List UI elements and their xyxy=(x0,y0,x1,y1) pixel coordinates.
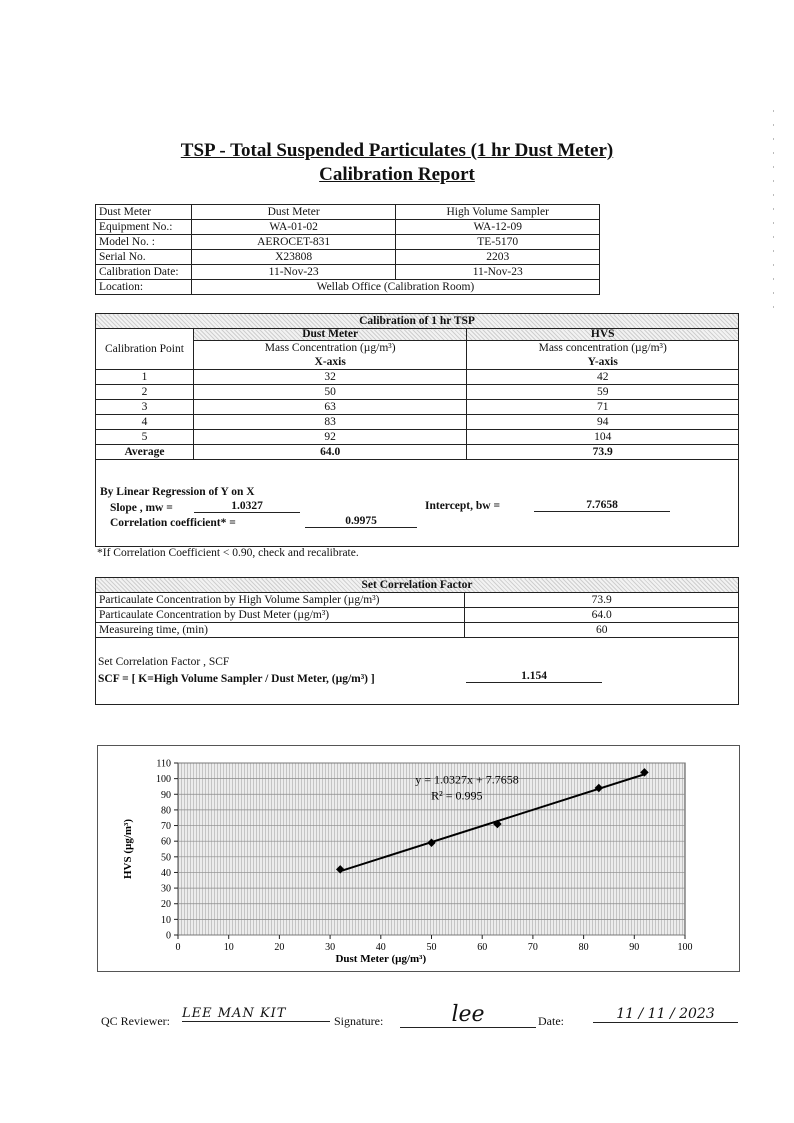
x-axis-label: Dust Meter (µg/m³) xyxy=(335,953,427,965)
dust-meter-reading: 63 xyxy=(193,400,467,415)
scan-margin-marks xyxy=(773,110,774,310)
y-axis-label: HVS (µg/m³) xyxy=(122,818,134,880)
trendline-equation: y = 1.0327x + 7.7658 xyxy=(415,772,519,787)
footnote: *If Correlation Coefficient < 0.90, check and recalibrate. xyxy=(97,547,359,559)
scf-row-value: 64.0 xyxy=(465,608,739,623)
calibration-row xyxy=(96,385,739,400)
correlation-value: 0.9975 xyxy=(305,515,417,528)
dust-meter-reading: 83 xyxy=(193,415,467,430)
dust-meter-value: WA-01-02 xyxy=(191,220,396,235)
calibration-point: 2 xyxy=(96,385,194,400)
y-tick-label: 40 xyxy=(161,867,171,879)
slope-value: 1.0327 xyxy=(194,500,300,513)
scf-formula: SCF = [ K=High Volume Sampler / Dust Meter, (µg/m³) ] xyxy=(98,673,375,685)
equipment-row-label: Model No. : xyxy=(96,235,192,250)
r-squared-label: R² = 0.995 xyxy=(431,788,483,803)
regression-title: By Linear Regression of Y on X xyxy=(100,486,255,498)
hvs-reading: 59 xyxy=(467,385,739,400)
hvs-header: HVS xyxy=(467,329,739,341)
equipment-row xyxy=(96,250,600,265)
x-tick-label: 90 xyxy=(629,942,640,953)
y-tick-label: 90 xyxy=(161,789,171,801)
x-tick-label: 100 xyxy=(677,942,693,953)
scf-value: 1.154 xyxy=(466,670,602,683)
hvs-reading: 42 xyxy=(467,370,739,385)
qc-reviewer-label: QC Reviewer: xyxy=(101,1014,170,1028)
average-x: 64.0 xyxy=(193,445,467,460)
x-tick-label: 30 xyxy=(325,942,336,953)
equipment-row-label: Calibration Date: xyxy=(96,265,192,280)
scf-table xyxy=(95,577,739,638)
dust-meter-value: 11-Nov-23 xyxy=(191,265,396,280)
dust-meter-reading: 32 xyxy=(193,370,467,385)
x-tick-label: 50 xyxy=(426,942,437,953)
x-tick-label: 10 xyxy=(223,942,234,953)
dust-meter-reading: 50 xyxy=(193,385,467,400)
calibration-point-header: Calibration Point xyxy=(96,329,194,370)
dust-meter-reading: 92 xyxy=(193,430,467,445)
y-tick-label: 50 xyxy=(161,852,171,864)
hvs-value: High Volume Sampler xyxy=(396,205,600,220)
equipment-row xyxy=(96,265,600,280)
y-tick-label: 30 xyxy=(161,883,171,895)
dust-meter-value: AEROCET-831 xyxy=(191,235,396,250)
calibration-point: 1 xyxy=(96,370,194,385)
equipment-row-label: Serial No. xyxy=(96,250,192,265)
qc-reviewer-name: LEE MAN KIT xyxy=(182,1006,330,1022)
dust-meter-header: Dust Meter xyxy=(193,329,467,341)
hvs-value: 11-Nov-23 xyxy=(396,265,600,280)
hvs-reading: 104 xyxy=(467,430,739,445)
hvs-value: WA-12-09 xyxy=(396,220,600,235)
scf-row xyxy=(96,593,739,608)
y-tick-label: 60 xyxy=(161,836,171,848)
x-tick-label: 20 xyxy=(274,942,285,953)
slope-label: Slope , mw = xyxy=(110,502,173,514)
dust-mass-concentration-label: Mass Concentration (µg/m³) xyxy=(193,341,467,356)
calibration-chart xyxy=(97,745,738,970)
location-label: Location: xyxy=(96,280,192,295)
scf-header: Set Correlation Factor xyxy=(96,578,739,593)
equipment-row-label: Dust Meter xyxy=(96,205,192,220)
scf-label: Set Correlation Factor , SCF xyxy=(98,656,230,668)
scf-row-value: 73.9 xyxy=(465,593,739,608)
hvs-value: 2203 xyxy=(396,250,600,265)
scf-row-value: 60 xyxy=(465,623,739,638)
x-tick-label: 0 xyxy=(175,942,181,953)
intercept-value: 7.7658 xyxy=(534,499,670,512)
scf-row-label: Particaulate Concentration by Dust Meter (µg/m³) xyxy=(96,608,465,623)
x-tick-label: 70 xyxy=(527,942,538,953)
y-tick-label: 100 xyxy=(156,774,171,786)
y-tick-label: 110 xyxy=(156,758,171,770)
signature: lee xyxy=(400,1002,536,1028)
scf-row xyxy=(96,623,739,638)
signature-label: Signature: xyxy=(334,1014,384,1028)
x-tick-label: 80 xyxy=(578,942,589,953)
y-tick-label: 0 xyxy=(166,930,171,942)
location-row xyxy=(96,280,600,295)
scf-row-label: Measureing time, (min) xyxy=(96,623,465,638)
x-tick-label: 60 xyxy=(477,942,488,953)
date-value: 11 / 11 / 2023 xyxy=(593,1006,738,1023)
calibration-row xyxy=(96,400,739,415)
x-tick-label: 40 xyxy=(375,942,386,953)
hvs-mass-concentration-label: Mass concentration (µg/m³) xyxy=(467,341,739,356)
calibration-point: 5 xyxy=(96,430,194,445)
hvs-reading: 94 xyxy=(467,415,739,430)
hvs-value: TE-5170 xyxy=(396,235,600,250)
average-row xyxy=(96,445,739,460)
calibration-point: 4 xyxy=(96,415,194,430)
y-tick-label: 70 xyxy=(161,821,171,833)
y-tick-label: 80 xyxy=(161,805,171,817)
scf-row xyxy=(96,608,739,623)
intercept-label: Intercept, bw = xyxy=(425,500,501,512)
equipment-table xyxy=(95,204,600,295)
report-title-line1: TSP - Total Suspended Particulates (1 hr Dust Meter) xyxy=(180,140,614,161)
equipment-row xyxy=(96,205,600,220)
hvs-reading: 71 xyxy=(467,400,739,415)
y-axis-label: Y-axis xyxy=(467,355,739,370)
equipment-row xyxy=(96,235,600,250)
average-y: 73.9 xyxy=(467,445,739,460)
x-axis-label: X-axis xyxy=(193,355,467,370)
location-value: Wellab Office (Calibration Room) xyxy=(191,280,599,295)
y-tick-label: 20 xyxy=(161,899,171,911)
calibration-header: Calibration of 1 hr TSP xyxy=(96,314,739,329)
y-tick-label: 10 xyxy=(161,914,171,926)
correlation-label: Correlation coefficient* = xyxy=(110,517,236,529)
calibration-row xyxy=(96,370,739,385)
calibration-table xyxy=(95,313,739,460)
report-title-line2: Calibration Report xyxy=(319,164,475,185)
calibration-row xyxy=(96,415,739,430)
dust-meter-value: X23808 xyxy=(191,250,396,265)
equipment-row-label: Equipment No.: xyxy=(96,220,192,235)
average-label: Average xyxy=(96,445,194,460)
dust-meter-value: Dust Meter xyxy=(191,205,396,220)
equipment-row xyxy=(96,220,600,235)
date-label: Date: xyxy=(538,1014,564,1028)
scf-row-label: Particaulate Concentration by High Volume Sampler (µg/m³) xyxy=(96,593,465,608)
calibration-point: 3 xyxy=(96,400,194,415)
calibration-row xyxy=(96,430,739,445)
